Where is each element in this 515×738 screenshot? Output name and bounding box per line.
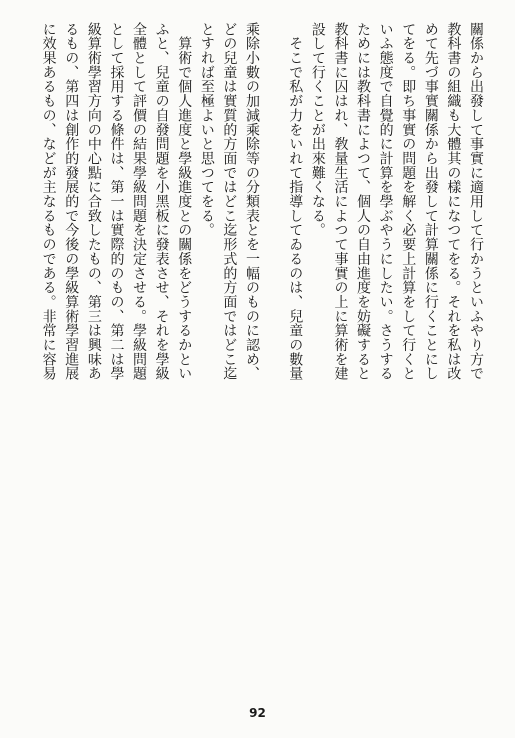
text-line: として採用する條件は、第一は實際的のもの、第二は學	[108, 22, 125, 381]
text-line: いふ態度で自覺的に計算を學ぶやうにしたい。さうする	[377, 22, 394, 381]
text-line: 教科書に囚はれ、敎量生活によつて事實の上に算術を建	[332, 22, 349, 381]
text-line: 設して行くことが出來難くなる。	[309, 22, 326, 238]
text-line: そこで私が力をいれて指導してゐるのは、兒童の數量	[287, 22, 304, 381]
text-line: に效果あるもの、などが主なるものである。非常に容易	[40, 22, 57, 381]
text-line: 全體として評價の結果學級問題を決定させる。學級問題	[131, 22, 148, 381]
right-text-column	[285, 22, 487, 702]
text-line: めて先づ事實關係から出發して計算關係に行くことにし	[422, 22, 439, 381]
left-text-column	[36, 22, 263, 702]
text-line: 乘除小數の加減乘除等の分類表とを一幅のものに認め、	[244, 22, 260, 381]
text-line: 算術で個人進度と學級進度との關係をどうするかとい	[176, 22, 193, 381]
text-line: ためには教科書によつて、個人の自由進度を妨礙すると	[355, 22, 372, 381]
text-line: どの兒童は實質的方面ではどこ迄形式的方面ではどこ迄	[221, 22, 238, 381]
text-line	[36, 22, 37, 702]
page-number: 92	[249, 706, 266, 720]
text-line: るもの、第四は創作的發展的で今後の學級算術學習進展	[63, 22, 80, 381]
text-line: 級算術學習方向の中心點に合致したもの、第三は興味あ	[85, 22, 102, 381]
text-line: てをる。即ち事實の問題を解く必要上計算をして行くと	[400, 22, 417, 381]
text-line: 關係から出發して事實に適用して行かうといふやり方で	[468, 22, 484, 381]
text-line: とすれば至極よいと思つてをる。	[198, 22, 215, 238]
text-line: ふと、兒童の自發問題を小黑板に發表させ、それを學級	[153, 22, 170, 381]
text-line: 教科書の組織も大體其の樣になつてをる。それを私は改	[445, 22, 462, 381]
